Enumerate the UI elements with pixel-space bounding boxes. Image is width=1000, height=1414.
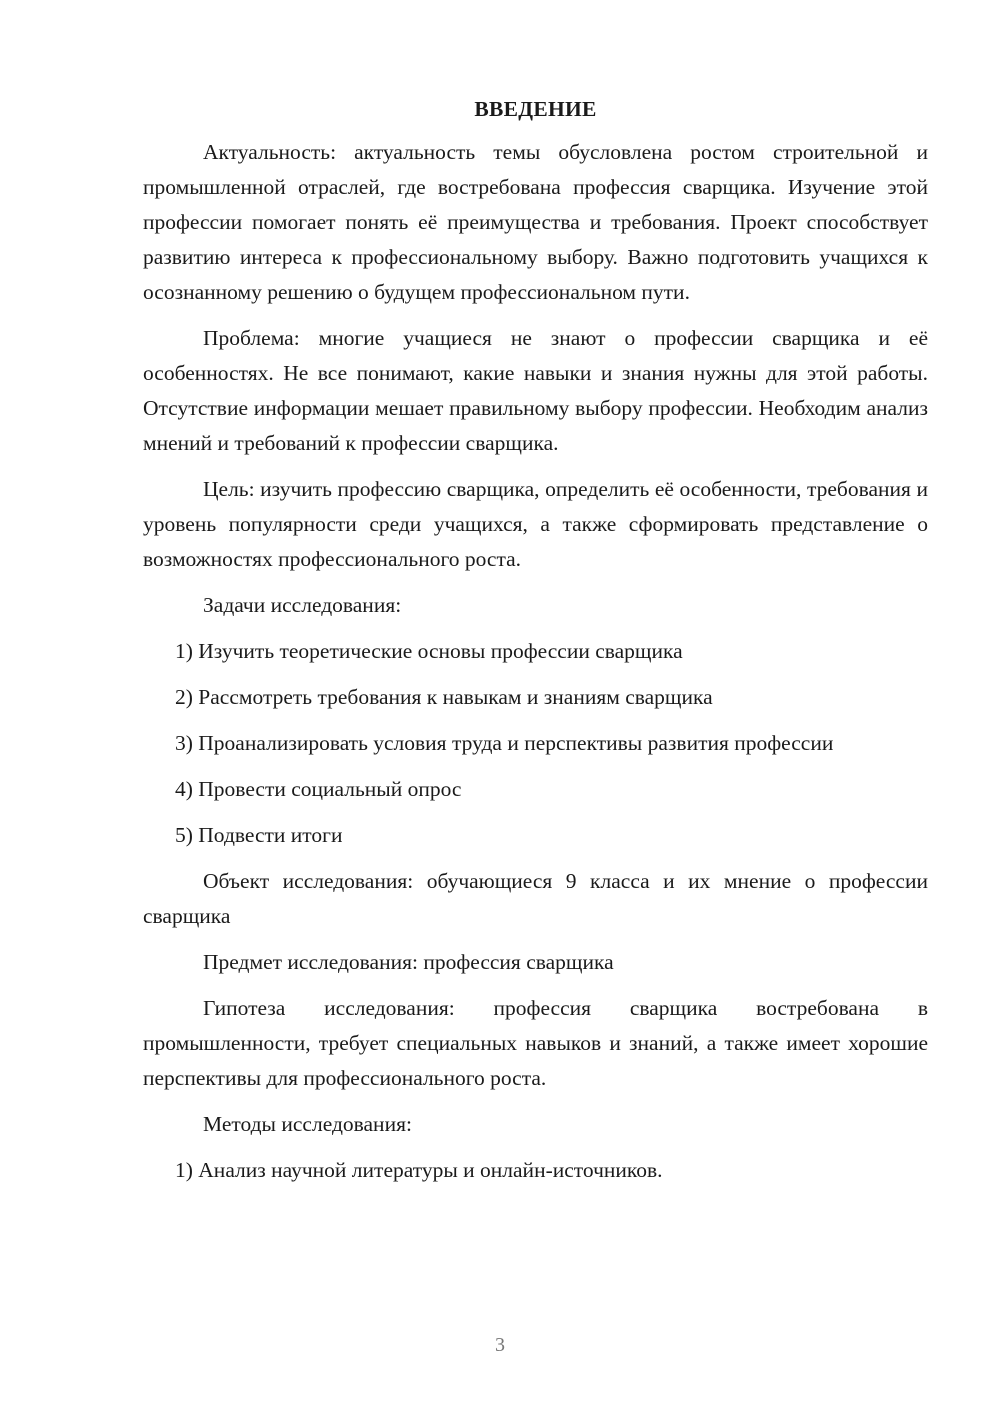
object-paragraph: Объект исследования: обучающиеся 9 класса и их мнение о профессии сварщика <box>143 869 928 928</box>
task-item-2: 2) Рассмотреть требования к навыкам и знаниям сварщика <box>175 685 713 709</box>
subject-paragraph: Предмет исследования: профессия сварщика <box>203 950 614 974</box>
tasks-heading: Задачи исследования: <box>203 593 402 617</box>
task-item-4: 4) Провести социальный опрос <box>175 777 462 801</box>
methods-heading: Методы исследования: <box>203 1112 412 1136</box>
relevance-paragraph: Актуальность: актуальность темы обусловлена ростом строительной и промышленной отраслей, где востребована профессия сварщика. Изучение этой профессии помогает понять её преимущества и требования. Проект способствует развитию интереса к профессиональному выбору. Важно подготовить учащихся к осознанному решению о будущем профессиональном пути. <box>143 140 928 304</box>
method-item-1: 1) Анализ научной литературы и онлайн-источников. <box>175 1158 663 1182</box>
problem-paragraph: Проблема: многие учащиеся не знают о профессии сварщика и её особенностях. Не все понимают, какие навыки и знания нужны для этой работы. Отсутствие информации мешает правильному выбору профессии. Необходим анализ мнений и требований к профессии сварщика. <box>143 326 928 455</box>
task-item-1: 1) Изучить теоретические основы профессии сварщика <box>175 639 683 663</box>
task-item-5: 5) Подвести итоги <box>175 823 343 847</box>
page-number: 3 <box>495 1334 505 1356</box>
section-title: ВВЕДЕНИЕ <box>474 97 597 121</box>
hypothesis-paragraph: Гипотеза исследования: профессия сварщика востребована в промышленности, требует специальных навыков и знаний, а также имеет хорошие перспективы для профессионального роста. <box>143 996 928 1090</box>
document-page <box>143 92 928 1199</box>
task-item-3: 3) Проанализировать условия труда и перспективы развития профессии <box>175 731 834 755</box>
goal-paragraph: Цель: изучить профессию сварщика, определить её особенности, требования и уровень популярности среди учащихся, а также сформировать представление о возможностях профессионального роста. <box>143 477 928 571</box>
